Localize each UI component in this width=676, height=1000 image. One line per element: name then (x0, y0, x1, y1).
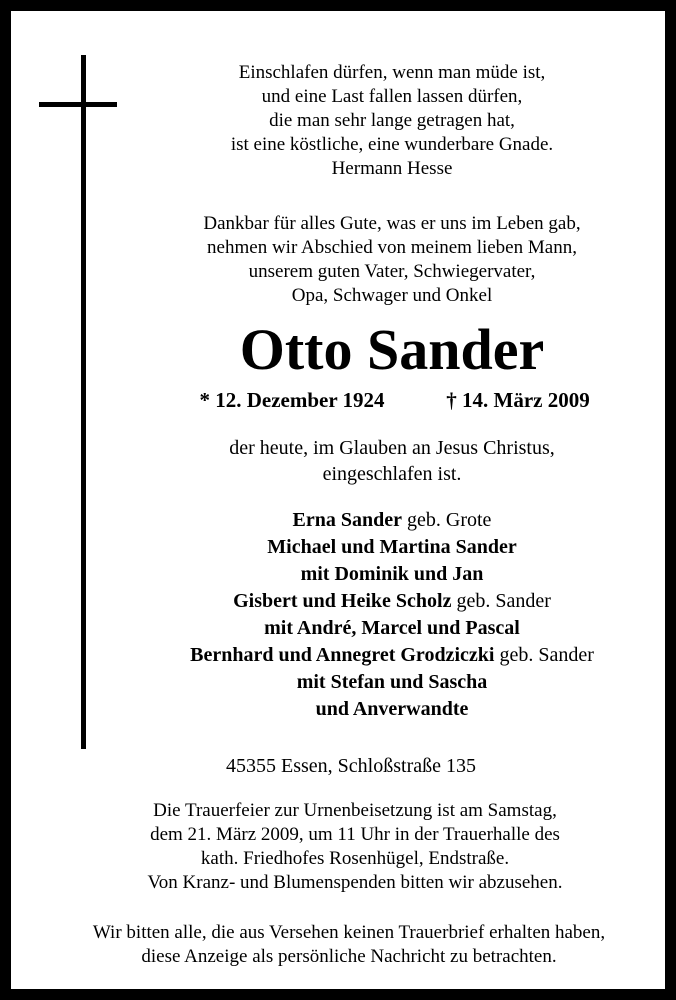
poem-line: Einschlafen dürfen, wenn man müde ist, (238, 62, 546, 83)
family-member: Erna Sander (292, 509, 403, 531)
funeral-line: dem 21. März 2009, um 11 Uhr in der Trauerhalle des (150, 824, 560, 845)
notice-line: Wir bitten alle, die aus Versehen keinen Trauerbrief erhalten haben, (92, 922, 606, 943)
intro-line: Opa, Schwager und Onkel (291, 285, 493, 306)
funeral-line: Die Trauerfeier zur Urnenbeisetzung ist am Samstag, (153, 800, 557, 821)
family-line: mit André, Marcel und Pascal (264, 617, 520, 639)
family-line (233, 588, 551, 614)
funeral-line: Von Kranz- und Blumenspenden bitten wir abzusehen. (147, 872, 563, 893)
address: 45355 Essen, Schloßstraße 135 (226, 755, 476, 777)
family-line: mit Stefan und Sascha (296, 671, 488, 693)
poem-line: und eine Last fallen lassen dürfen, (261, 86, 523, 107)
family-line (293, 507, 492, 533)
family-line: mit Dominik und Jan (300, 563, 484, 585)
cross-icon-bar (39, 102, 117, 107)
faith-line: der heute, im Glauben an Jesus Christus, (229, 437, 555, 459)
maiden-name: geb. Sander (499, 644, 594, 666)
maiden-name: geb. Grote (407, 509, 492, 531)
poem-author: Hermann Hesse (331, 158, 453, 179)
birth-date: * 12. Dezember 1924 (199, 388, 385, 412)
faith-line: eingeschlafen ist. (322, 463, 462, 485)
family-line: und Anverwandte (315, 698, 469, 720)
intro-line: unserem guten Vater, Schwiegervater, (248, 261, 536, 282)
deceased-name: Otto Sander (239, 317, 545, 382)
funeral-line: kath. Friedhofes Rosenhügel, Endstraße. (200, 848, 510, 869)
intro-line: Dankbar für alles Gute, was er uns im Leben gab, (203, 213, 581, 234)
family-member: Bernhard und Annegret Grodziczki (190, 644, 495, 666)
poem-line: die man sehr lange getragen hat, (269, 110, 515, 131)
family-line (190, 642, 594, 668)
intro-line: nehmen wir Abschied von meinem lieben Mann, (207, 237, 577, 258)
maiden-name: geb. Sander (456, 590, 551, 612)
notice-line: diese Anzeige als persönliche Nachricht zu betrachten. (141, 946, 557, 967)
death-date: † 14. März 2009 (446, 388, 590, 412)
family-member: Gisbert und Heike Scholz (233, 590, 452, 612)
family-line: Michael und Martina Sander (267, 536, 517, 558)
poem-line: ist eine köstliche, eine wunderbare Gnade. (230, 134, 554, 155)
cross-icon (81, 55, 86, 749)
